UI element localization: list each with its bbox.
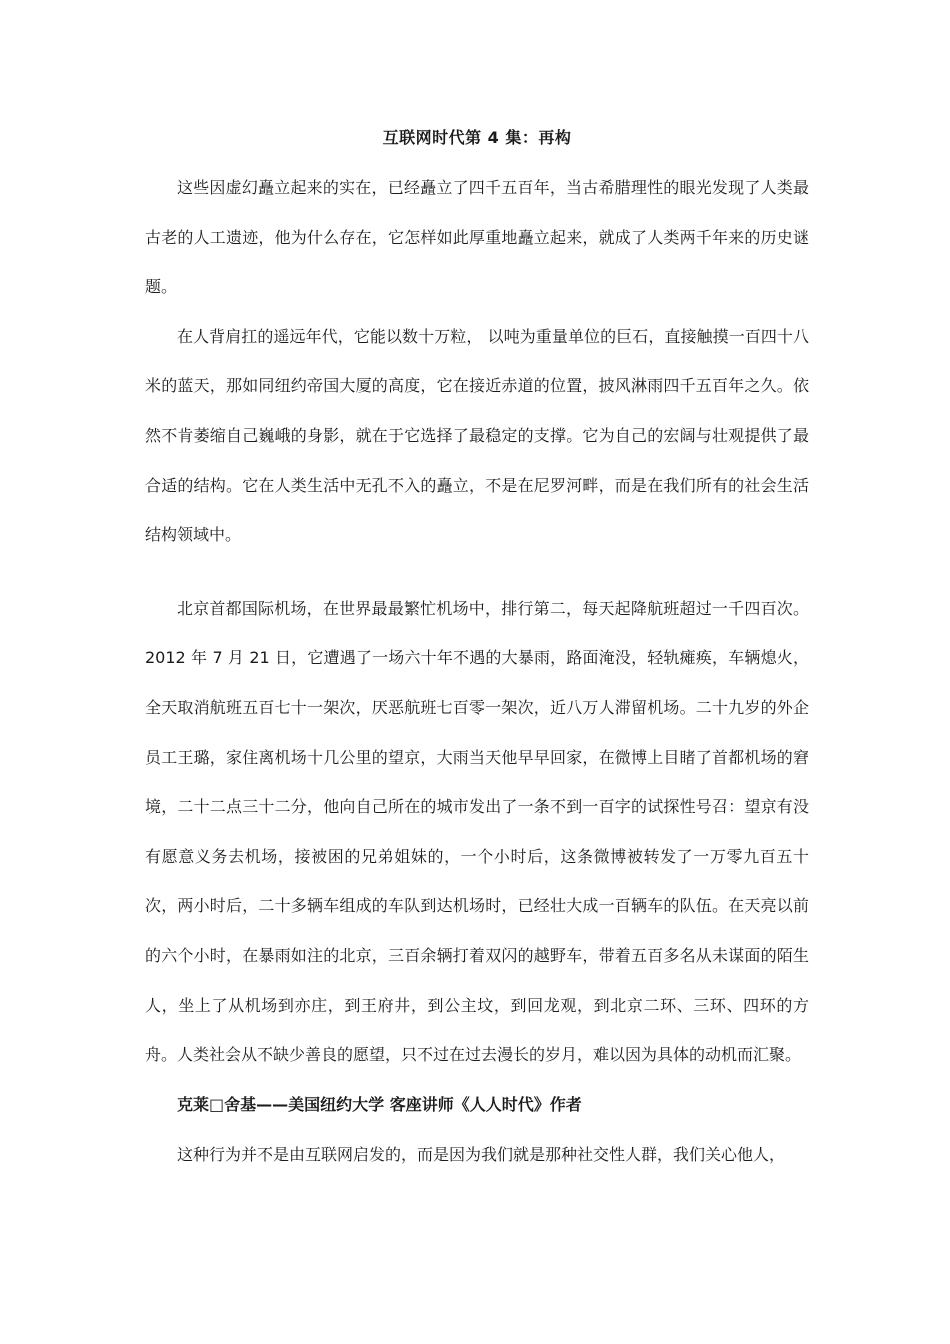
document-body: [145, 118, 809, 1179]
speaker-caption: 克莱□舍基——美国纽约大学 客座讲师《人人时代》作者: [177, 1094, 582, 1114]
paragraph-pyramid-history: 这些因虚幻矗立起来的实在，已经矗立了四千五百年，当古希腊理性的眼光发现了人类最古老的人工遗迹，他为什么存在，它怎样如此厚重地矗立起来，就成了人类两千年来的历史谜题。: [145, 178, 809, 297]
document-title: 互联网时代第 4 集：再构: [382, 128, 572, 147]
paragraph-beijing-airport: 北京首都国际机场，在世界最最繁忙机场中，排行第二，每天起降航班超过一千四百次。2012 年 7 月 21 日，它遭遇了一场六十年不遇的大暴雨，路面淹没，轻轨瘫痪，车辆熄火，全天取消航班五百七十一架次，厌恶航班七百零一架次，近八万人滞留机场。二十九岁的外企员工王璐，家住离机场十几公里的望京，大雨当天他早早回家，在微博上目睹了首都机场的窘境，二十二点三十二分，他向自己所在的城市发出了一条不到一百字的试探性号召：望京有没有愿意义务去机场，接被困的兄弟姐妹的，一个小时后，这条微博被转发了一万零九百五十次，两小时后，二十多辆车组成的车队到达机场时，已经壮大成一百辆车的队伍。在天亮以前的六个小时，在暴雨如注的北京，三百余辆打着双闪的越野车，带着五百多名从未谋面的陌生人，坐上了从机场到亦庄，到王府井，到公主坟，到回龙观，到北京二环、三环、四环的方舟。人类社会从不缺少善良的愿望，只不过在过去漫长的岁月，难以因为具体的动机而汇聚。: [145, 598, 809, 1065]
paragraph-spacer: [145, 560, 809, 584]
paragraph-social-behavior: 这种行为并不是由互联网启发的，而是因为我们就是那种社交性人群，我们关心他人，: [177, 1144, 786, 1164]
paragraph-pyramid-structure: 在人背肩扛的遥远年代，它能以数十万粒， 以吨为重量单位的巨石，直接触摸一百四十八米的蓝天，那如同纽约帝国大厦的高度，它在接近赤道的位置，披风淋雨四千五百年之久。依然不肯萎缩自己巍峨的身影，就在于它选择了最稳定的支撑。它为自己的宏阔与壮观提供了最合适的结构。它在人类生活中无孔不入的矗立，不是在尼罗河畔，而是在我们所有的社会生活结构领域中。: [145, 326, 809, 545]
